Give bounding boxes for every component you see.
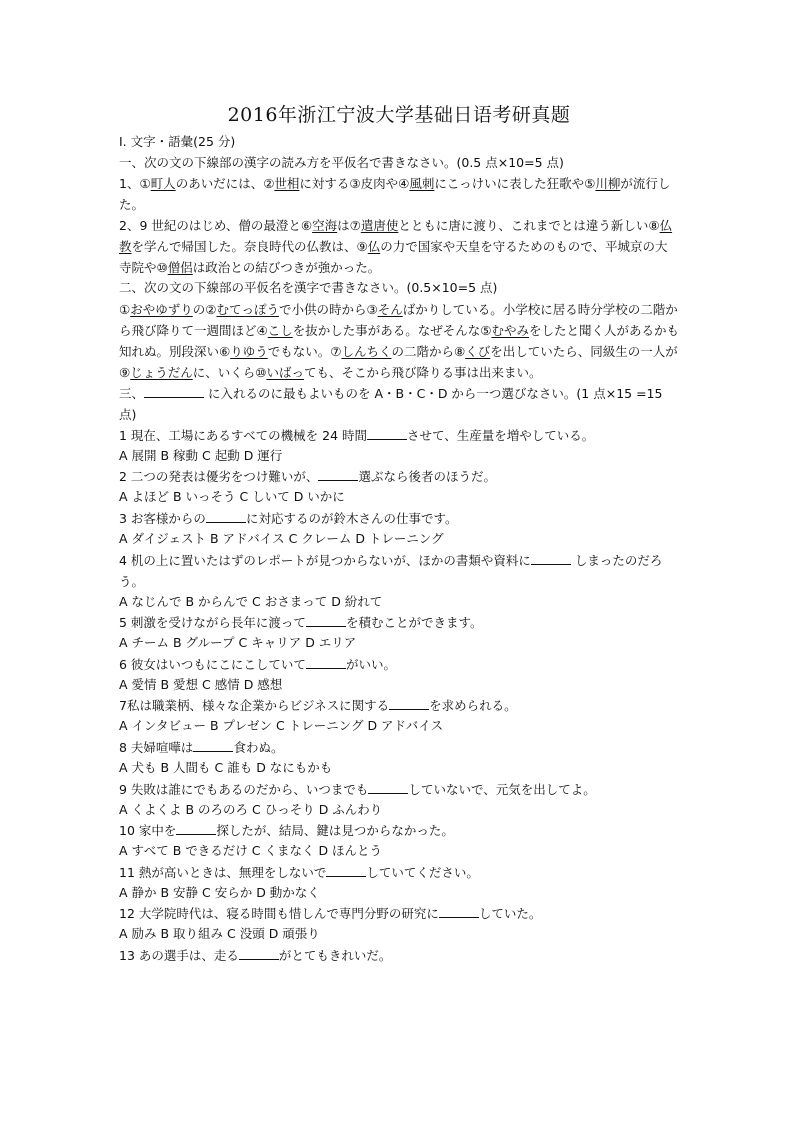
answer-blank (306, 656, 346, 669)
part3-instruction (119, 383, 679, 425)
question-options: A 展開 B 稼動 C 起動 D 運行 (119, 447, 283, 463)
question-text: 3 お客様からの (119, 510, 206, 526)
part1-instruction: 一、次の文の下線部の漢字の読み方を平仮名で書きなさい。(0.5 点×10=5 点) (119, 154, 564, 170)
question-item (119, 425, 679, 446)
question-item (119, 779, 679, 800)
question-text: 6 彼女はいつもにこにこしていて (119, 656, 306, 672)
question-text: 食わぬ。 (233, 739, 284, 755)
answer-blank (389, 697, 429, 710)
text: ばかりしている。小学校に居る時分学校の二階から飛び降りて一週間ほど④ (119, 301, 678, 338)
answer-blank (531, 552, 571, 565)
question-text: 5 刺激を受けながら長年に渡って (119, 615, 306, 631)
part1-question-2 (119, 215, 679, 278)
answer-blank (193, 739, 233, 752)
question-text: していてください。 (366, 864, 479, 880)
question-text: 4 机の上に置いたはずのレポートが見つからないが、ほかの書類や資料に (119, 552, 531, 568)
question-text: 8 夫婦喧嘩は (119, 739, 194, 755)
question-options: A くよくよ B のろのろ C ひっそり D ふんわり (119, 801, 383, 817)
question-text: 9 失敗は誰にでもあるのだから、いつまでも (119, 781, 369, 797)
text: をしたと聞く人があるかも知れぬ。別段深い⑥ (119, 322, 679, 359)
underlined-word: こし (267, 322, 293, 338)
question-text: がいい。 (345, 656, 396, 672)
answer-blank (144, 385, 204, 398)
text: を出していたら、同級生の一人が⑨ (119, 343, 678, 380)
section-heading: Ⅰ. 文字・語彙(25 分) (119, 134, 236, 149)
underlined-word: 仏 (367, 239, 381, 255)
question-options: A ダイジェスト B アドバイス C クレーム D トレーニング (119, 530, 444, 546)
underlined-word: 空海 (312, 218, 338, 234)
answer-blank (176, 822, 216, 835)
underlined-word: そん (377, 301, 403, 317)
underlined-word: 川柳 (595, 176, 621, 192)
question-text: 12 大学院時代は、寝る時間も惜しんで専門分野の研究に (119, 906, 439, 922)
text: が流行した。 (119, 176, 671, 213)
question-item (119, 903, 679, 924)
text: でもない。⑦ (267, 343, 342, 359)
question-item (119, 945, 679, 966)
underlined-word: じょうだん (130, 364, 193, 380)
question-text: 7私は職業柄、様々な企業からビジネスに関する (119, 698, 390, 714)
question-text: していた。 (478, 906, 542, 922)
question-item (119, 862, 679, 883)
question-options: A 励み B 取り組み C 没頭 D 頑張り (119, 926, 320, 942)
answer-blank (368, 781, 408, 794)
question-text: 探したが、結局、鍵は見つからなかった。 (216, 823, 454, 839)
text: を抜かした事がある。なぜそんな⑤ (292, 322, 492, 338)
answer-blank (306, 614, 346, 627)
text: の力で国家や天皇を守るためのもので、平城京の大寺院や⑩ (119, 239, 668, 276)
underlined-word: りゆう (230, 343, 268, 359)
underlined-word: 遣唐使 (360, 218, 399, 234)
text: 2、9 世紀のはじめ、僧の最澄と⑥ (119, 218, 313, 234)
part2-instruction: 二、次の文の下線部の平仮名を漢字で書きなさい。(0.5×10=5 点) (119, 280, 498, 296)
text: に入れるのに最もよいものを A・B・C・D から一つ選びなさい。(1 点×15 =15 点) (119, 385, 663, 422)
underlined-word: 僧侶 (167, 260, 193, 276)
question-item (119, 466, 679, 487)
part1-question-1 (119, 173, 679, 215)
text: 1、① (119, 176, 151, 192)
underlined-word: 風刺 (409, 176, 435, 192)
text: で小供の時から③ (278, 301, 378, 317)
answer-blank (206, 510, 246, 523)
question-text: 選ぶなら後者のほうだ。 (358, 469, 496, 485)
question-options: A よほど B いっそう C しいて D いかに (119, 489, 345, 505)
question-item (119, 654, 679, 675)
answer-blank (367, 427, 407, 440)
question-text: を求められる。 (429, 698, 517, 714)
question-text: 13 あの選手は、走る (119, 947, 239, 963)
question-item (119, 695, 679, 716)
exam-page (119, 102, 679, 966)
text: ても、そこから飛び降りる事は出来まい。 (303, 364, 542, 380)
underlined-word: 町人 (150, 176, 176, 192)
text: にこっけいに表した狂歌や⑤ (434, 176, 596, 192)
question-options: A 犬も B 人間も C 誰も D なにもかも (119, 759, 333, 775)
question-options: A 愛情 B 愛想 C 感情 D 感想 (119, 676, 283, 692)
text: の二階から⑧ (391, 343, 466, 359)
underlined-word: むてっぽう (216, 301, 279, 317)
question-options: A すべて B できるだけ C くまなく D ほんとう (119, 843, 383, 859)
part2-passage (119, 299, 679, 383)
question-text: に対応するのが鈴木さんの仕事です。 (245, 510, 458, 526)
question-text: がとてもきれいだ。 (278, 947, 392, 963)
question-text: 1 現在、工場にあるすべての機械を 24 時間 (119, 427, 368, 443)
text: 三、 (119, 385, 145, 401)
text: を学んで帰国した。奈良時代の仏教は、⑨ (131, 239, 368, 255)
question-options: A チーム B グループ C キャリア D エリア (119, 635, 357, 651)
question-text: していないで、元気を出してよ。 (408, 781, 596, 797)
question-text: 2 二つの発表は優劣をつけ難いが、 (119, 469, 319, 485)
question-text: 11 熱が高いときは、無理をしないで (119, 864, 327, 880)
question-text: させて、生産量を増やしている。 (407, 427, 595, 443)
answer-blank (439, 905, 479, 918)
question-text: を積むことができます。 (345, 615, 483, 631)
underlined-word: むやみ (491, 322, 529, 338)
question-text: 10 家中を (119, 823, 177, 839)
text: は政治との結びつきが強かった。 (192, 260, 381, 276)
underlined-word: 仏教 (119, 218, 673, 255)
question-item (119, 820, 679, 841)
question-list (119, 425, 679, 966)
question-options: A 静か B 安静 C 安らか D 動かなく (119, 884, 320, 900)
text: に対する③皮肉や④ (299, 176, 410, 192)
underlined-word: おやゆずり (130, 301, 193, 317)
underlined-word: くび (465, 343, 491, 359)
answer-blank (318, 468, 358, 481)
page-title: 2016年浙江宁波大学基础日语考研真题 (227, 104, 571, 126)
text: のあいだには、② (175, 176, 275, 192)
question-item (119, 737, 679, 758)
question-options: A なじんで B からんで C おさまって D 紛れて (119, 593, 383, 609)
underlined-word: いばっ (266, 364, 304, 380)
question-item (119, 550, 679, 592)
question-text: しまったのだろう。 (119, 552, 663, 589)
text: とともに唐に渡り、これまでとは違う新しい⑧ (398, 218, 660, 234)
question-item (119, 612, 679, 633)
text: ① (119, 301, 131, 317)
text: は⑦ (337, 218, 361, 234)
answer-blank (239, 947, 279, 960)
text: の② (192, 301, 217, 317)
text: に、いくら⑩ (192, 364, 267, 380)
question-options: A インタビュー B プレゼン C トレーニング D アドバイス (119, 718, 444, 734)
answer-blank (326, 864, 366, 877)
underlined-word: 世相 (274, 176, 300, 192)
question-item (119, 508, 679, 529)
underlined-word: しんちく (341, 343, 392, 359)
